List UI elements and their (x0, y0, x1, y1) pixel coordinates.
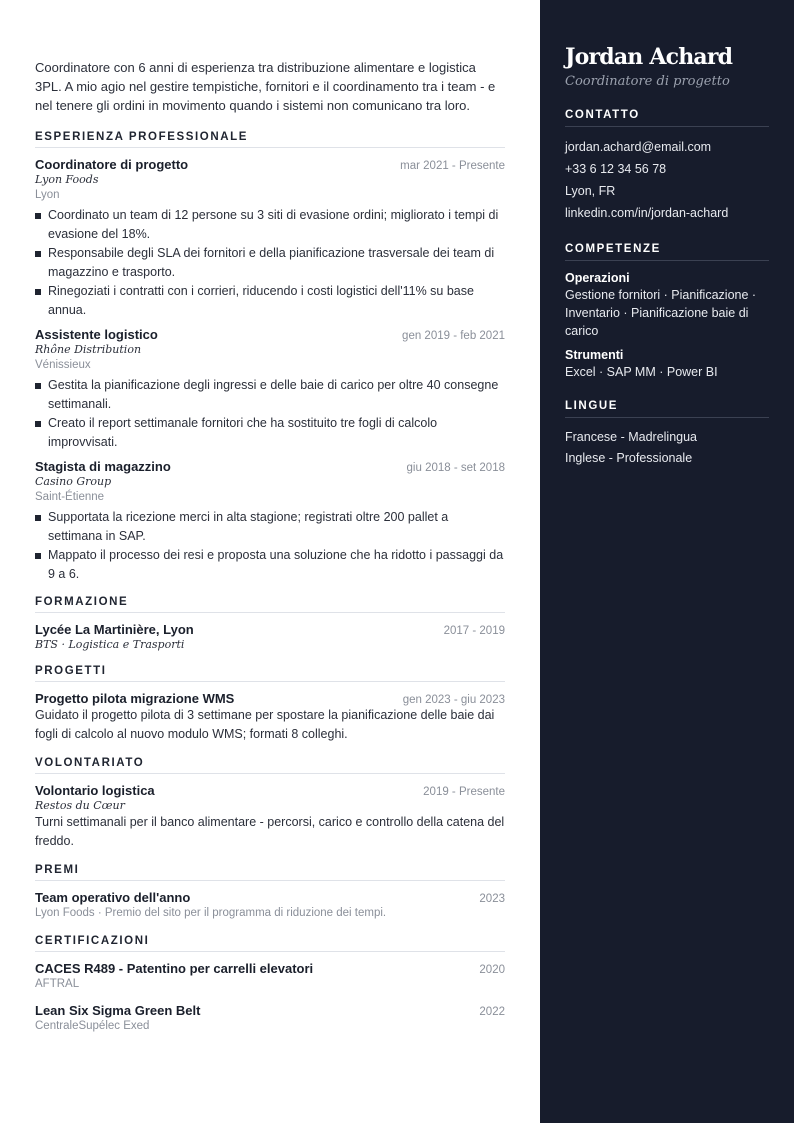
certification-name: CACES R489 - Patentino per carrelli elevatori (35, 961, 314, 976)
company-name: Casino Group (35, 475, 112, 488)
skill-group-values: Gestione fornitori · Pianificazione · Inventario · Pianificazione baie di carico (565, 288, 757, 338)
certification-entry (35, 961, 505, 993)
volunteering-section (35, 757, 505, 851)
awards-section (35, 864, 505, 922)
section-title-contact: CONTATTO (565, 109, 769, 127)
job-dates: mar 2021 - Presente (400, 160, 505, 172)
education-entry (35, 622, 505, 652)
language-item: Inglese - Professionale (565, 451, 693, 465)
bullet-item: Creato il report settimanale fornitori che ha sostituito tre fogli di calcolo improvvisati. (35, 414, 505, 451)
education-dates: 2017 - 2019 (443, 625, 505, 637)
skill-group (565, 347, 769, 381)
bullet-item: Mappato il processo dei resi e proposta una soluzione che ha ridotto i passaggi da 9 a 6. (35, 546, 505, 583)
sidebar (540, 0, 794, 1123)
volunteer-dates: 2019 - Presente (423, 786, 505, 798)
skill-group-name: Operazioni (565, 271, 630, 285)
job-dates: giu 2018 - set 2018 (406, 462, 505, 474)
candidate-title: Coordinatore di progetto (565, 74, 730, 89)
certification-year: 2022 (479, 1006, 505, 1018)
bullet-item: Responsabile degli SLA dei fornitori e della pianificazione trasversale dei team di magazzino e trasporto. (35, 244, 505, 281)
certification-name: Lean Six Sigma Green Belt (35, 1003, 201, 1018)
profile-summary: Coordinatore con 6 anni di esperienza tra distribuzione alimentare e logistica 3PL. A mio agio nel gestire tempistiche, fornitori e il coordinamento tra i team - e nel tenere gli ordini in movimento quando i sistemi non comunicano tra loro. (35, 60, 496, 113)
award-description: Lyon Foods · Premio del sito per il programma di riduzione dei tempi. (35, 907, 387, 919)
experience-entry (35, 157, 505, 319)
award-year: 2023 (479, 893, 505, 905)
contact-email[interactable]: jordan.achard@email.com (565, 140, 712, 154)
project-entry (35, 691, 505, 744)
section-title-volunteering: VOLONTARIATO (35, 757, 505, 774)
job-bullets (35, 376, 505, 451)
candidate-name: Jordan Achard (565, 44, 733, 70)
award-entry (35, 890, 505, 922)
contact-phone[interactable]: +33 6 12 34 56 78 (565, 162, 667, 176)
experience-entry (35, 327, 505, 451)
projects-section (35, 665, 505, 744)
skill-group-values: Excel · SAP MM · Power BI (565, 365, 718, 379)
education-section (35, 596, 505, 652)
school-name: Lycée La Martinière, Lyon (35, 622, 194, 637)
degree-name: BTS · Logistica e Trasporti (35, 638, 185, 651)
project-name: Progetto pilota migrazione WMS (35, 691, 235, 706)
certification-entry (35, 1003, 505, 1035)
contact-section (565, 109, 769, 224)
experience-entry (35, 459, 505, 583)
languages-section (565, 400, 769, 469)
job-title: Assistente logistico (35, 327, 158, 342)
language-item: Francese - Madrelingua (565, 430, 698, 444)
bullet-item: Supportata la ricezione merci in alta stagione; registrati oltre 200 pallet a settimana in SAP. (35, 508, 505, 545)
company-name: Rhône Distribution (35, 343, 142, 356)
job-title: Stagista di magazzino (35, 459, 171, 474)
volunteer-role: Volontario logistica (35, 783, 155, 798)
skill-group-name: Strumenti (565, 348, 624, 362)
section-title-awards: PREMI (35, 864, 505, 881)
award-name: Team operativo dell'anno (35, 890, 191, 905)
project-description: Guidato il progetto pilota di 3 settimane per spostare la pianificazione delle baie dai fogli di calcolo al nuovo modulo WMS; formati 8 colleghi. (35, 708, 495, 741)
certification-issuer: CentraleSupélec Exed (35, 1020, 150, 1032)
bullet-item: Rinegoziati i contratti con i corrieri, riducendo i costi logistici dell'11% su base annua. (35, 282, 505, 319)
section-title-experience: ESPERIENZA PROFESSIONALE (35, 131, 505, 148)
section-title-certifications: CERTIFICAZIONI (35, 935, 505, 952)
section-title-education: FORMAZIONE (35, 596, 505, 613)
bullet-item: Coordinato un team di 12 persone su 3 siti di evasione ordini; migliorato i tempi di evasione del 18%. (35, 206, 505, 243)
skills-section (565, 243, 769, 381)
company-name: Lyon Foods (35, 173, 99, 186)
job-location: Saint-Étienne (35, 491, 105, 503)
section-title-skills: COMPETENZE (565, 243, 769, 261)
job-title: Coordinatore di progetto (35, 157, 189, 172)
job-location: Vénissieux (35, 359, 91, 371)
job-bullets (35, 508, 505, 583)
job-bullets (35, 206, 505, 319)
skill-group (565, 270, 769, 340)
job-dates: gen 2019 - feb 2021 (402, 330, 505, 342)
volunteering-entry (35, 783, 505, 851)
experience-section (35, 131, 505, 583)
section-title-languages: LINGUE (565, 400, 769, 418)
volunteer-org: Restos du Cœur (35, 799, 125, 812)
contact-linkedin[interactable]: linkedin.com/in/jordan-achard (565, 206, 729, 220)
contact-location: Lyon, FR (565, 184, 616, 198)
job-location: Lyon (35, 189, 60, 201)
bullet-item: Gestita la pianificazione degli ingressi e delle baie di carico per oltre 40 consegne settimanali. (35, 376, 505, 413)
project-dates: gen 2023 - giu 2023 (402, 694, 505, 706)
certification-issuer: AFTRAL (35, 978, 80, 990)
section-title-projects: PROGETTI (35, 665, 505, 682)
certifications-section (35, 935, 505, 1035)
certification-year: 2020 (479, 964, 505, 976)
volunteer-description: Turni settimanali per il banco alimentare - percorsi, carico e controllo della catena del freddo. (35, 815, 505, 848)
